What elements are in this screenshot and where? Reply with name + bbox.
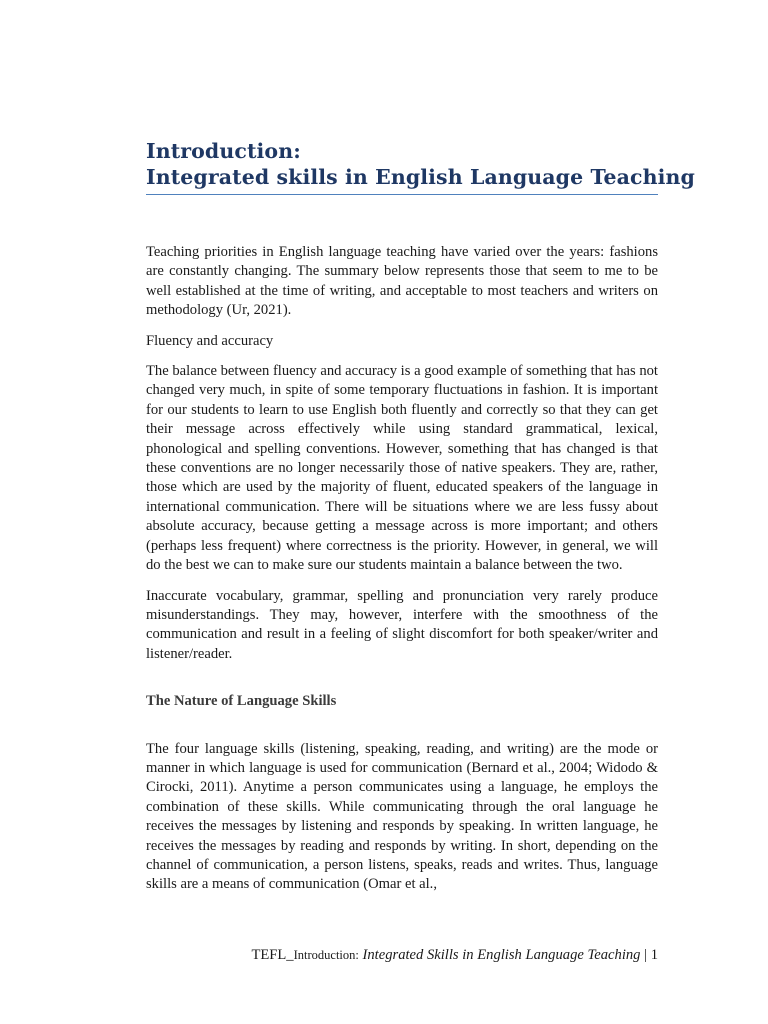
title-line-2: Integrated skills in English Language Teaching [146,165,695,189]
page-footer [251,946,658,965]
page-number: 1 [650,947,658,963]
paragraph-fluency: The balance between fluency and accuracy is a good example of something that has not changed very much, in spite of some temporary fluctuations in fashion. It is important for our students to learn to use English both fluently and correctly so that they can get their message across effectively while using standard grammatical, lexical, phonological and spelling conventions. However, something that has changed is that these conventions are no longer necessarily those of native speakers. They are, rather, those which are used by the majority of fluent, educated speakers of the language in international communication. There will be situations where we are less fussy about absolute accuracy, because getting a message across is more important; and others (perhaps less frequent) where correctness is the priority. However, in general, we will do the best we can to make sure our students maintain a balance between the two. [146,363,658,574]
heading-nature-of-skills: The Nature of Language Skills [146,693,337,710]
footer-title: Integrated Skills in English Language Teach [358,947,622,963]
document-page [146,138,695,906]
footer-title-tail: ing [621,947,641,963]
heading-fluency-accuracy: Fluency and accuracy [146,332,274,349]
paragraph-inaccuracy: Inaccurate vocabulary, grammar, spelling and pronunciation very rarely produce misunderstandings. They may, however, interfere with the smoothness of the communication and result in a feeling of slight discomfort for both speaker/writer and listener/reader. [146,587,658,662]
title-line-1: Introduction: [146,139,301,163]
document-title [146,138,695,195]
paragraph-intro: Teaching priorities in English language teaching have varied over the years: fashions are constantly changing. The summary below represents those that seem to me to be well established at the time of writing, and acceptable to most teachers and writers on methodology (Ur, 2021). [146,244,658,319]
footer-prefix: TEFL_ [251,947,294,963]
paragraph-four-skills: The four language skills (listening, speaking, reading, and writing) are the mode or manner in which language is used for communication (Bernard et al., 2004; Widodo & Cirocki, 2011). Anytime a person communicates using a language, he employs the combination of these skills. While communicating through the oral language he receives the messages by listening and responds by speaking. In written language, he receives the messages by reading and responds by writing. In short, depending on the channel of communication, a person listens, speaks, reads and writes. Thus, language skills are a means of communication (Omar et al., [146,740,658,893]
footer-label: Introduction: [293,948,359,962]
footer-separator: | [640,947,651,963]
